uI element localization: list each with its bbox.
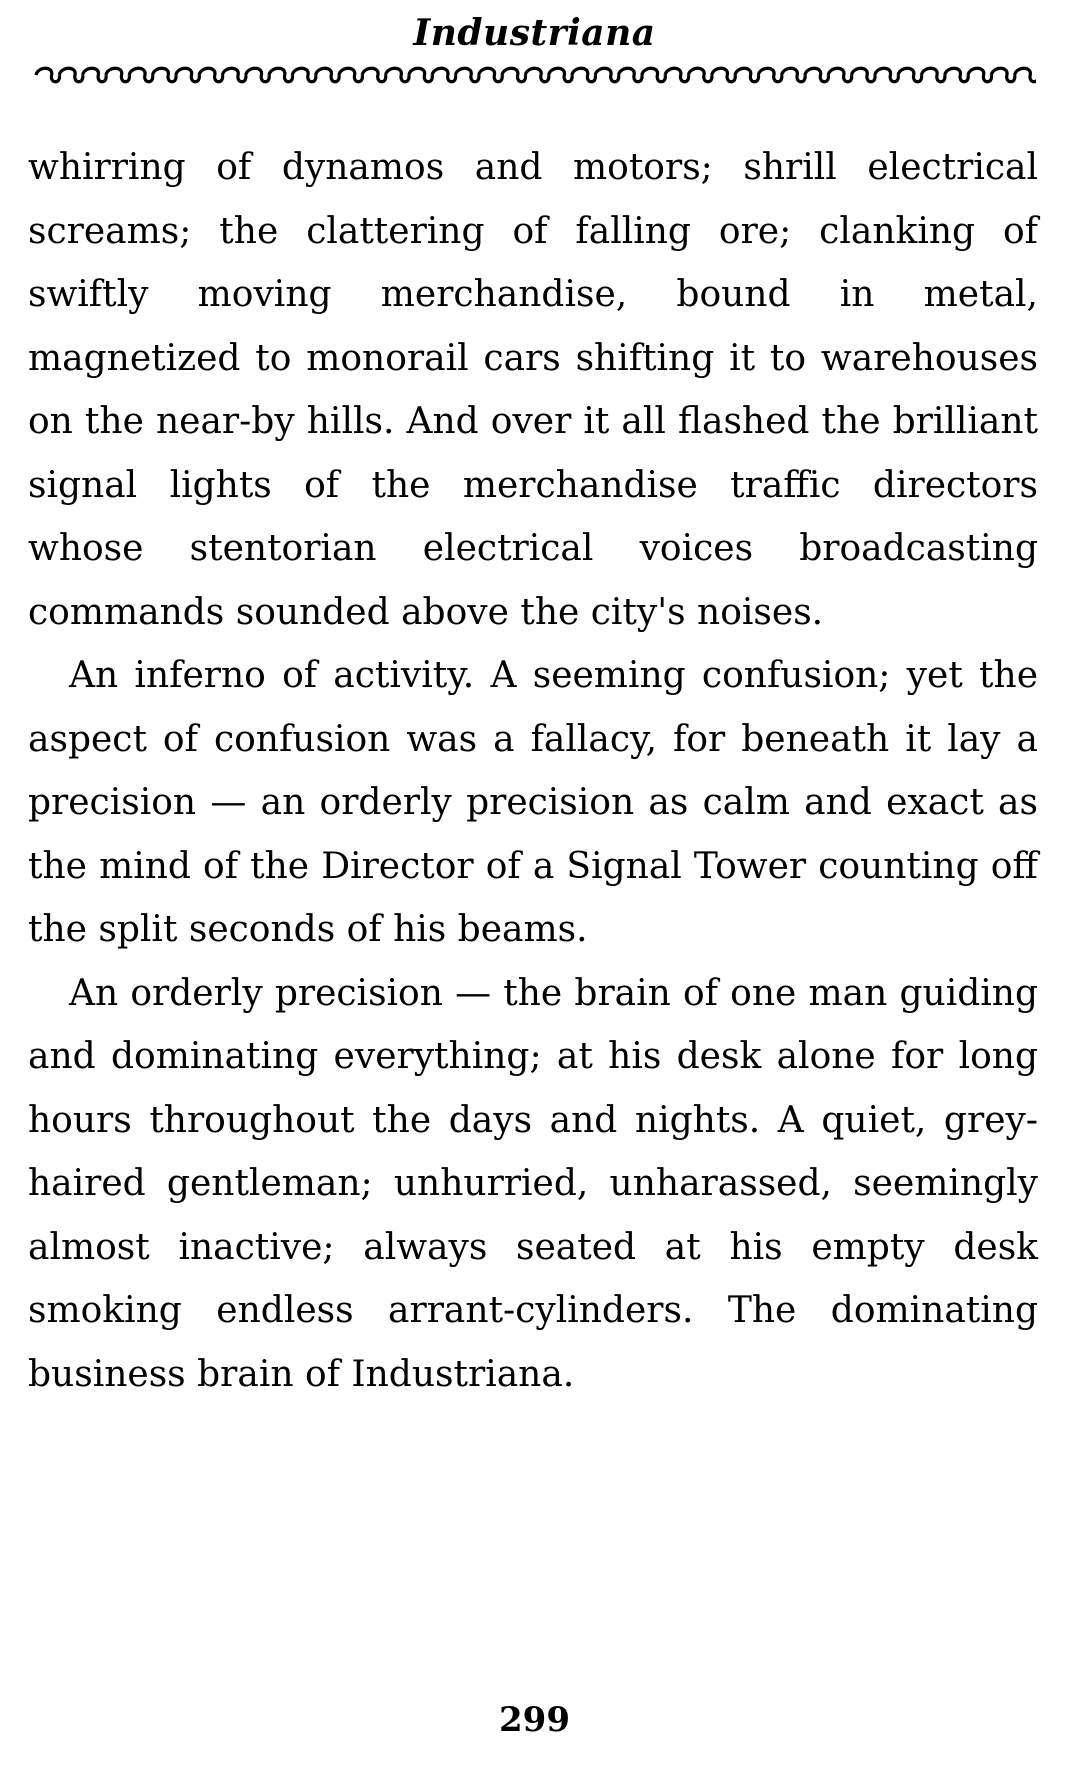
body-text: [28, 136, 1038, 1406]
paragraph-2: An inferno of activity. A seeming confusion; yet the aspect of confusion was a fallacy, for beneath it lay a precision — an orderly precision as calm and exact as the mind of the Director of a Signal Tower counting off the split seconds of his beams.: [28, 655, 1038, 950]
paragraph-3: An orderly precision — the brain of one man guiding and dominating everything; at his desk alone for long hours throughout the days and nights. A quiet, grey-haired gentleman; unhurried, unharassed, seemingly almost inactive; always seated at his empty desk smoking endless arrant-cylinders. The dominating business brain of Industriana.: [28, 972, 1038, 1395]
paragraph-1: whirring of dynamos and motors; shrill electrical screams; the clattering of falling ore; clanking of swiftly moving merchandise, bound in metal, magnetized to monorail cars shifting it to warehouses on the near-by hills. And over it all flashed the brilliant signal lights of the merchandise traffic directors whose stentorian electrical voices broadcasting commands sounded above the city's noises.: [28, 147, 1038, 633]
page-number: 299: [499, 1700, 570, 1740]
running-head: Industriana: [413, 12, 656, 54]
chain-loop-ornament-icon: [32, 64, 1036, 86]
